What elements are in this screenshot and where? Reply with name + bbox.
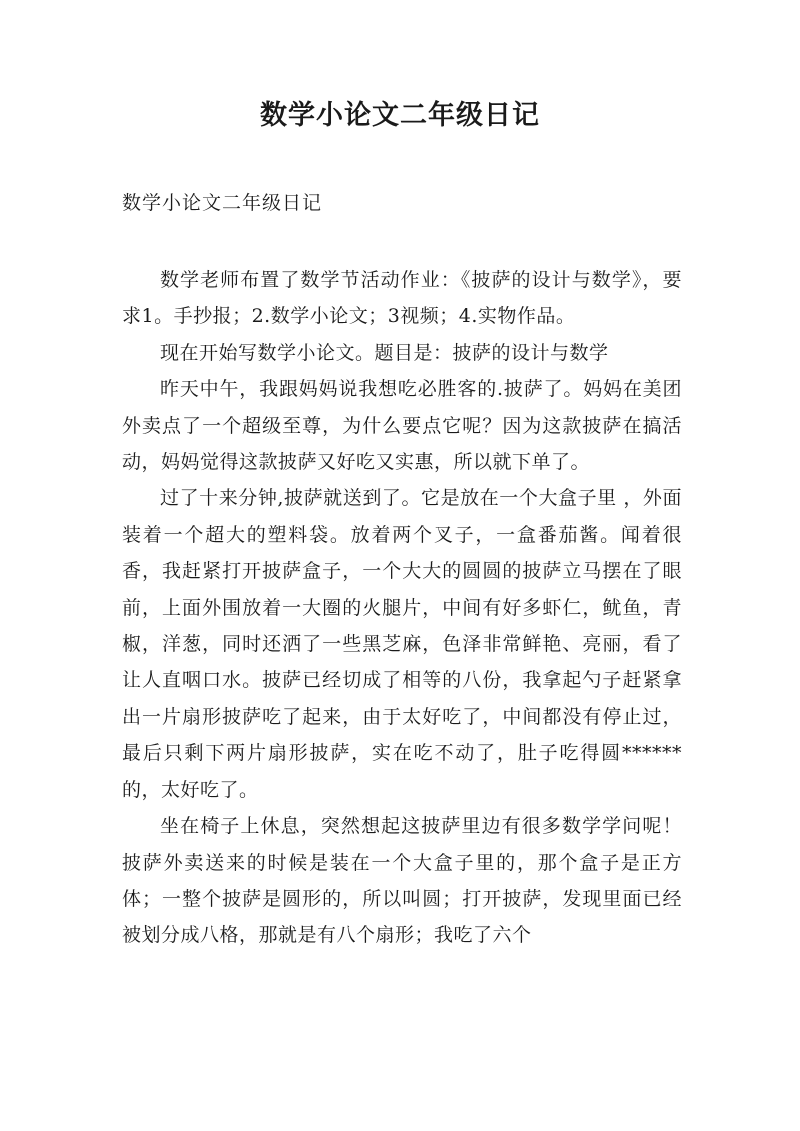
paragraph: 坐在椅子上休息，突然想起这披萨里边有很多数学学问呢！披萨外卖送来的时候是装在一个大盒子里的，那个盒子是正方体；一整个披萨是圆形的，所以叫圆；打开披萨，发现里面已经被划分成八格，那就是有八个扇形；我吃了六个: [122, 815, 682, 947]
paragraph: 过了十来分钟,披萨就送到了。它是放在一个大盒子里 ，外面装着一个超大的塑料袋。放着两个叉子，一盒番茄酱。闻着很香，我赶紧打开披萨盒子，一个大大的圆圆的披萨立马摆在了眼前，上面外围放着一大圈的火腿片，中间有好多虾仁，鱿鱼，青椒，洋葱，同时还洒了一些黑芝麻，色泽非常鲜艳、亮丽，看了让人直咽口水。披萨已经切成了相等的八份，我拿起勺子赶紧拿出一片扇形披萨吃了起来，由于太好吃了，中间都没有停止过，最后只剩下两片扇形披萨，实在吃不动了，肚子吃得圆******的，太好吃了。: [122, 487, 682, 801]
document-subtitle: 数学小论文二年级日记: [122, 192, 323, 214]
paragraph: 现在开始写数学小论文。题目是：披萨的设计与数学: [160, 341, 609, 364]
document-title: 数学小论文二年级日记: [260, 100, 540, 131]
document-body: [122, 262, 682, 954]
paragraph: 昨天中午，我跟妈妈说我想吃必胜客的.披萨了。妈妈在美团外卖点了一个超级至尊，为什么要点它呢？因为这款披萨在搞活动，妈妈觉得这款披萨又好吃又实惠，所以就下单了。: [122, 378, 682, 474]
paragraph: 数学老师布置了数学节活动作业：《披萨的设计与数学》，要求1。手抄报；2.数学小论文；3视频；4.实物作品。: [122, 269, 682, 328]
